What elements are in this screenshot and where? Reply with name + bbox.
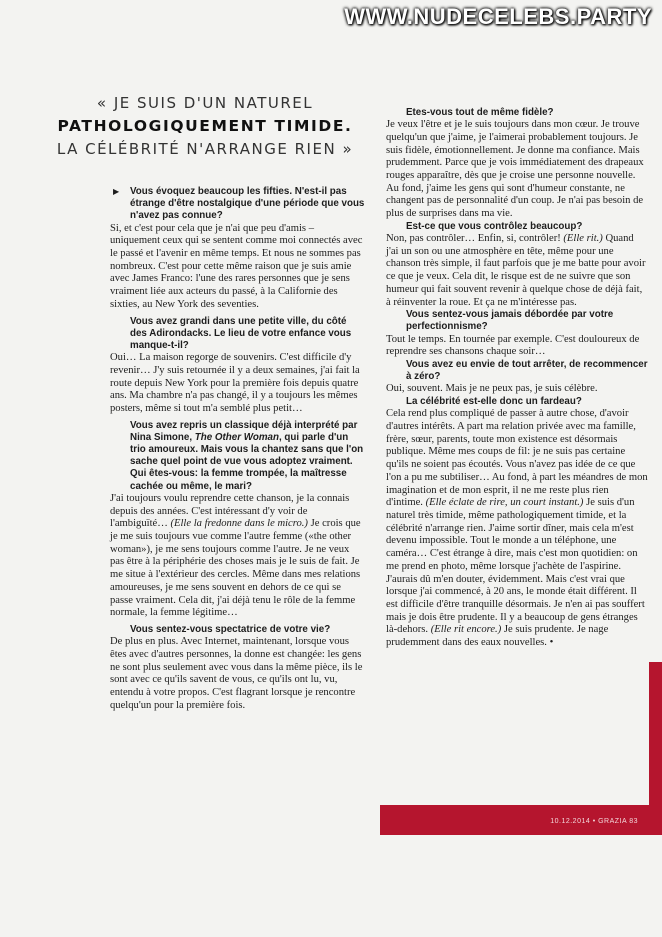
question: Etes-vous tout de même fidèle? xyxy=(406,107,554,118)
answer: Non, pas contrôler… Enfin, si, contrôler! (Elle rit.) Quand j'ai un son ou une atmosphère en tête, même pour une chanson très simple, il faut parfois que je me batte pour avoir ce que je veux. Cela dit, le risque est de ne suivre que son humeur qui fait souvent revenir à quelque chose de déjà fait, à réinventer la roue. Et ça ne m'intéresse pas. xyxy=(386,233,646,308)
watermark: WWW.NUDECELEBS.PARTY xyxy=(344,4,652,29)
pull-quote-line-3: LA CÉLÉBRITÉ N'ARRANGE RIEN » xyxy=(56,140,354,158)
answer: Oui, souvent. Mais je ne peux pas, je suis célèbre. xyxy=(386,383,598,395)
answer: De plus en plus. Avec Internet, maintenant, lorsque vous êtes avec d'autres personnes, la donne est changée: les gens ne sont plus seulement avec vous dans la même pièce, ils le sont avec ce qu'ils savent de vous, ce qu'ils ont lu, vu, entendu à votre propos. C'est flagrant lorsque je rencontre quelqu'un pour la première fois. xyxy=(110,636,363,711)
page-folio: 10.12.2014 • GRAZIA 83 xyxy=(550,818,638,825)
answer: J'ai toujours voulu reprendre cette chanson, je la connais depuis des années. C'est intéressant d'y voir de l'ambiguïté… (Elle la fredonne dans le micro.) Je crois que je me suis toujours vue comme l'autre femme («the other woman»), je me sens toujours comme l'autre. Je ne veux pas être à la périphérie des choses mais je le suis de fait. Je me situe à l'extérieur des cercles. Même dans mes relations amoureuses, je me sens souvent en dehors de ce qui se passe vraiment. Cela dit, j'ai déjà tenu le rôle de la femme normale, la femme légitime… xyxy=(110,492,361,619)
question: Vous sentez-vous spectatrice de votre vie? xyxy=(130,623,331,635)
question: Vous sentez-vous jamais débordée par votre perfectionnisme? xyxy=(406,309,614,333)
pull-quote xyxy=(40,94,370,158)
answer: Oui… La maison regorge de souvenirs. C'est difficile d'y revenir… J'y suis retournée il y a deux semaines, j'ai fait la route depuis New York pour la première fois depuis quatre ans. Ma chambre n'a pas changé, il y a toujours les mêmes posters, même si tout m'a semblé plus petit… xyxy=(110,352,360,414)
triangle-marker-icon: ▶ xyxy=(113,187,120,196)
left-column xyxy=(110,186,365,712)
answer: Je veux l'être et je le suis toujours dans mon cœur. Je trouve quelqu'un que j'aime, je l'aimerai probablement toujours. Je suis fidèle, émotionnellement. Je donne ma confiance. Mais prudemment. Parce que je vois immédiatement des drapeaux rouges apparaître, dès que je croise une personne nouvelle. Au fond, j'aime les gens qui sont d'humeur constante, ne changent pas de personnalité d'un coup. Je n'ai pas besoin de plus de surprises dans ma vie. xyxy=(386,119,644,220)
question: La célébrité est-elle donc un fardeau? xyxy=(406,396,582,408)
question: Vous avez repris un classique déjà interprété par Nina Simone, The Other Woman, qui parle d'un trio amoureux. Mais vous la chantez sans que l'on sache quel point de vue vous adoptez vraiment. Qui êtes-vous: la femme trompée, la maîtresse cachée ou même, le mari? xyxy=(130,419,364,492)
answer: Si, et c'est pour cela que je n'ai que peu d'amis – uniquement ceux qui se sentent comme moi connectés avec le passé et l'avenir en même temps. Et nous ne sommes pas nombreux. C'est pour cette même raison que je suis amie avec James Franco: l'une des rares personnes que je sens vraiment liée aux acteurs du passé, à la Californie des sixties, au New York des seventies. xyxy=(110,222,363,310)
red-accent-bar xyxy=(649,662,662,822)
pull-quote-line-1: « JE SUIS D'UN NATUREL xyxy=(96,94,314,112)
answer: Tout le temps. En tournée par exemple. C'est douloureux de reprendre ses chansons chaque soir… xyxy=(386,333,640,358)
question: Vous avez grandi dans une petite ville, du côté des Adirondacks. Le lieu de votre enfance vous manque-t-il? xyxy=(130,315,352,351)
right-column xyxy=(386,107,648,650)
question: Vous évoquez beaucoup les fifties. N'est-il pas étrange d'être nostalgique d'une période que vous n'avez pas connue? xyxy=(130,186,365,222)
answer: Cela rend plus compliqué de passer à autre chose, d'avoir d'autres intérêts. A part ma relation privée avec ma famille, frère, sœur, parents, toute mon existence est désormais publique. Même mes coups de fil: je ne suis pas certaine qu'ils ne soient pas écoutés. Vous n'avez pas idée de ce que l'on a pu me subtiliser… Au fond, à part les méandres de mon imagination et de mon esprit, il ne me reste plus rien d'intime. (Elle éclate de rire, un court instant.) Je suis d'un naturel très timide, même pathologiquement timide, et la célébrité n'arrange rien. J'aime sortir dîner, mais cela m'est devenu impossible. Tout le monde a un téléphone, une caméra… C'est étrange à dire, mais c'est mon quotidien: on me prend en photo, même lorsque j'achète de l'aspirine. J'aurais dû m'en douter, évidemment. Mais c'est vrai que lorsque j'ai commencé, à 20 ans, le monde était différent. Il est difficile d'être tranquille désormais. Je n'en ai pas souffert mais je dois être prudente. Il y a beaucoup de gens étranges là-dehors. (Elle rit encore.) Je suis prudente. Je nage prudemment dans des eaux nouvelles. • xyxy=(386,408,648,649)
question: Est-ce que vous contrôlez beaucoup? xyxy=(406,220,583,232)
pull-quote-line-2: PATHOLOGIQUEMENT TIMIDE. xyxy=(57,117,353,135)
question: Vous avez eu envie de tout arrêter, de recommencer à zéro? xyxy=(406,359,648,383)
